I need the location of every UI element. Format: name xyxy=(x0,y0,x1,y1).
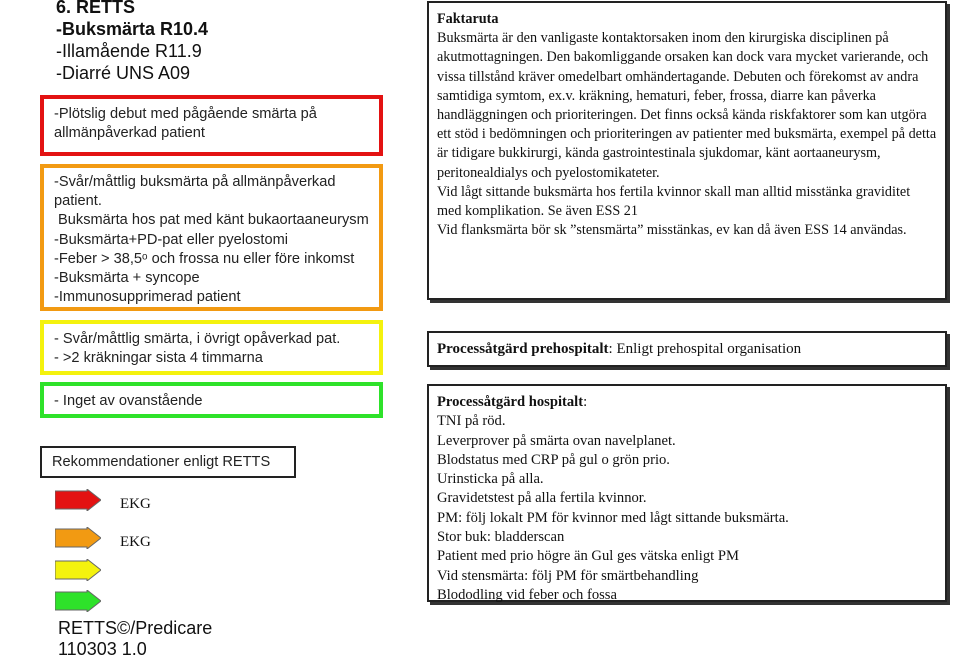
hospital-item: Urinsticka på alla. xyxy=(437,471,544,488)
hospital-item: Blodstatus med CRP på gul o grön prio. xyxy=(437,451,670,468)
hospital-item: Patient med prio högre än Gul ges vätska enligt PM xyxy=(437,548,739,565)
red-line: allmänpåverkad patient xyxy=(54,125,205,142)
hospital-box xyxy=(427,384,947,602)
hospital-item: Leverprover på smärta ovan navelplanet. xyxy=(437,432,676,449)
orange-level-box xyxy=(40,164,383,311)
prehospital-box xyxy=(427,331,947,367)
orange-line: -Buksmärta + syncope xyxy=(54,270,200,287)
yellow-arrow-icon xyxy=(55,559,101,581)
red-line: -Plötslig debut med pågående smärta på xyxy=(54,106,317,122)
header-title: 6. RETTS xyxy=(56,0,136,17)
faktaruta-title: Faktaruta xyxy=(437,11,499,27)
green-line: - Inget av ovanstående xyxy=(54,393,203,409)
faktaruta-paragraph: Vid lågt sittande buksmärta hos fertila kvinnor skall man alltid misstänka graviditet med komplikation. Se även ESS 21 xyxy=(437,183,911,220)
hospital-item: Gravidetstest på alla fertila kvinnor. xyxy=(437,490,647,507)
faktaruta-box xyxy=(427,1,947,300)
yellow-line: - >2 kräkningar sista 4 timmarna xyxy=(54,350,263,367)
green-level-box xyxy=(40,382,383,418)
red-level-box xyxy=(40,95,383,156)
yellow-level-box xyxy=(40,320,383,375)
hospital-item: Stor buk: bladderscan xyxy=(437,529,565,546)
ekg-label-red: EKG xyxy=(120,496,151,512)
footer xyxy=(58,618,212,660)
hospital-item: TNI på röd. xyxy=(437,413,506,430)
footer-brand: RETTS©/Predicare xyxy=(58,618,213,638)
hospital-item: PM: följ lokalt PM för kvinnor med lågt sittande buksmärta. xyxy=(437,509,789,526)
faktaruta-paragraph: Vid flanksmärta bör sk ”stensmärta” misstänkas, ev kan då även ESS 14 användas. xyxy=(437,222,907,239)
recommendations-box xyxy=(40,446,296,478)
header-line: -Buksmärta R10.4 xyxy=(56,19,209,39)
yellow-line: - Svår/måttlig smärta, i övrigt opåverkad pat. xyxy=(54,331,341,347)
orange-line: -Immunosupprimerad patient xyxy=(54,289,241,306)
ekg-label-orange: EKG xyxy=(120,534,151,550)
footer-version: 110303 1.0 xyxy=(58,639,147,659)
header-line: -Illamående R11.9 xyxy=(56,41,202,61)
red-arrow-icon xyxy=(55,489,101,511)
orange-line: -Svår/måttlig buksmärta på allmänpåverkad xyxy=(54,174,336,190)
hospital-item: Vid stensmärta: följ PM för smärtbehandling xyxy=(437,567,699,584)
orange-line: -Feber > 38,5ᵒ och frossa nu eller före inkomst xyxy=(54,250,355,267)
orange-arrow-icon xyxy=(55,527,101,549)
hospital-colon: : xyxy=(583,394,588,410)
orange-line: -Buksmärta+PD-pat eller pyelostomi xyxy=(54,231,288,248)
hospital-item: Blododling vid feber och fossa xyxy=(437,586,617,603)
hospital-label: Processåtgärd hospitalt xyxy=(437,394,584,410)
document-header xyxy=(56,0,208,84)
orange-line: Buksmärta hos pat med känt bukaortaaneurysm xyxy=(54,212,369,229)
header-line: -Diarré UNS A09 xyxy=(56,63,191,83)
prehospital-label: Processåtgärd prehospitalt xyxy=(437,341,609,357)
faktaruta-paragraph: Buksmärta är den vanligaste kontaktorsaken inom den kirurgiska disciplinen på akutmottagningen. Den bakomliggande orsaken kan dock vara mycket varierande, och vissa tillstånd kräver omedelbart omhändertagande. Debuten och förekomst av andra samtidiga symtom, ex.v. kräkning, hematuri, feber, frossa, diarre kan påverka handläggningen och prioriteringen. Det finns också kända riskfaktorer som kan utgöra ett stöd i bedömningen och prioriteringen av patienter med buksmärta, exempel på detta är tidigare bukkirurgi, kända gastrointestinala sjukdomar, känt aortaaneurysm, peritonealdialys och pyelostomikateter. xyxy=(437,30,937,181)
recommendations-title: Rekommendationer enligt RETTS xyxy=(52,454,271,470)
green-arrow-icon xyxy=(55,590,101,612)
orange-line: patient. xyxy=(54,193,102,210)
prehospital-text: : Enligt prehospital organisation xyxy=(608,341,802,357)
